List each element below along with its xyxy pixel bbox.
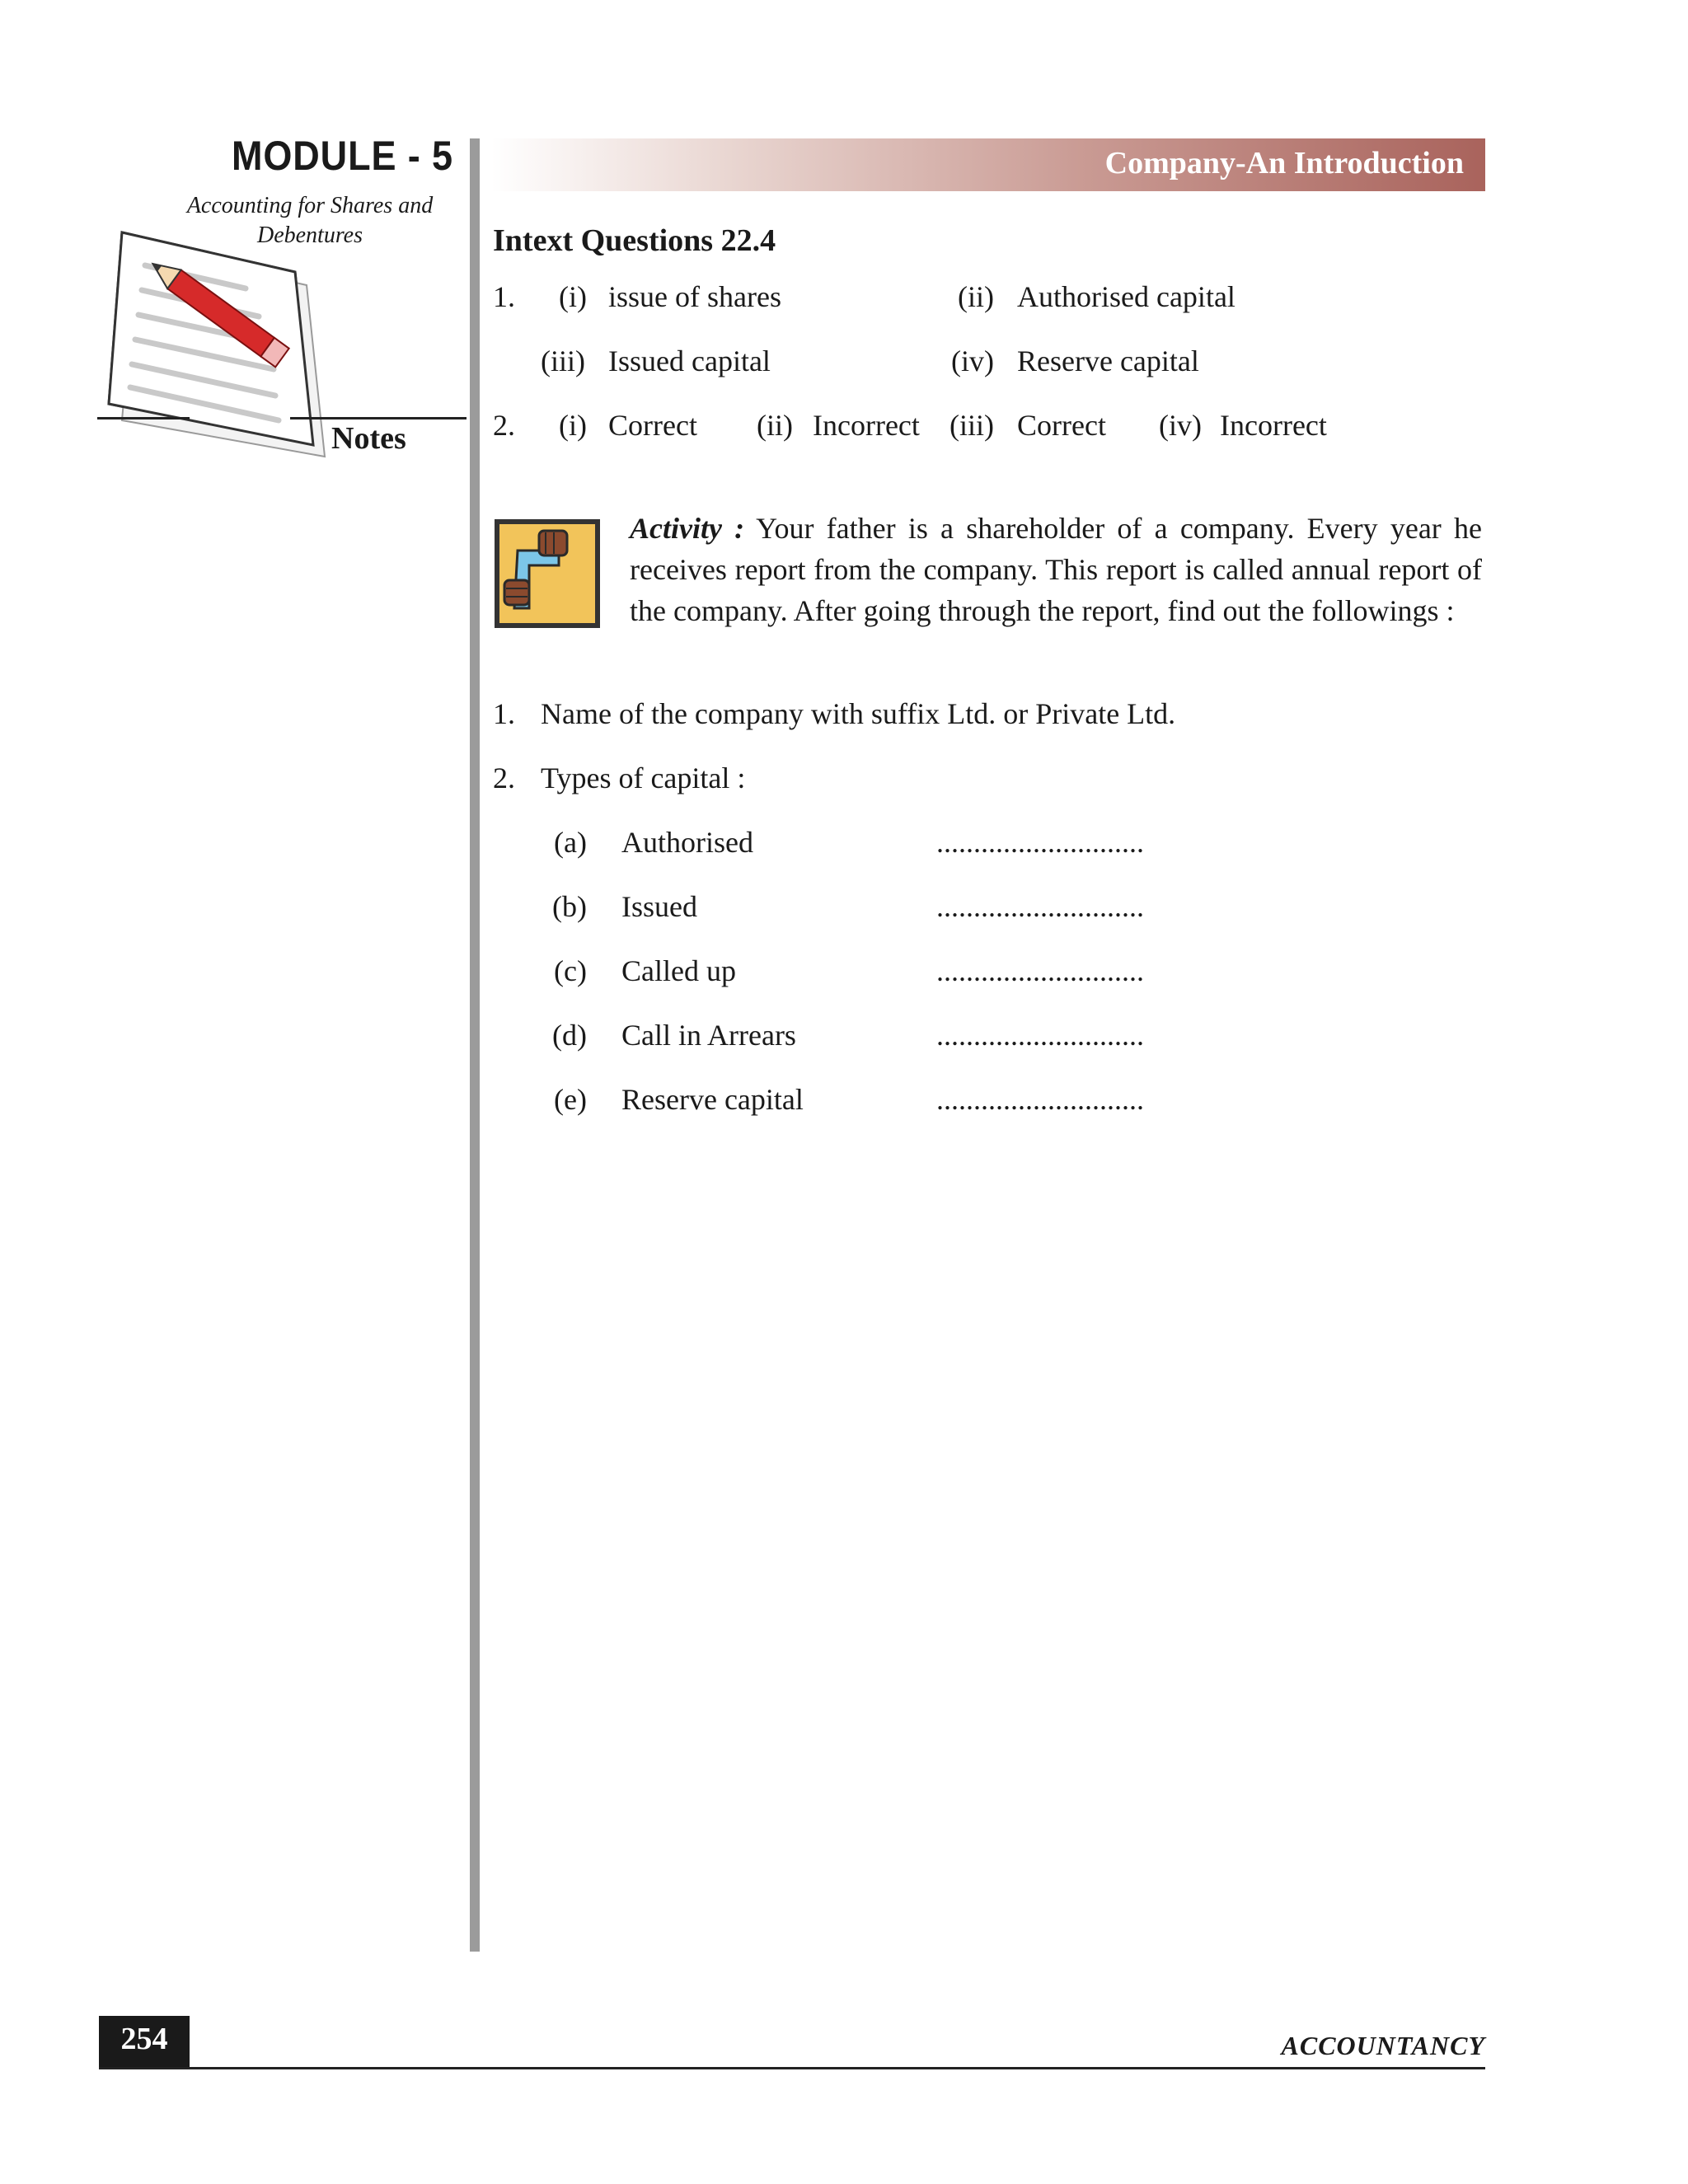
activity-hands-icon: [493, 518, 602, 630]
capital-type-text: Call in Arrears: [621, 1019, 796, 1052]
activity-label: Activity :: [630, 512, 745, 545]
capital-type-text: Reserve capital: [621, 1083, 804, 1116]
capital-type-text: Authorised: [621, 826, 753, 859]
q2-item-label: (i): [559, 409, 587, 442]
capital-type-label: (d): [552, 1019, 587, 1052]
q1-item-text: Authorised capital: [1017, 280, 1236, 313]
q1-item-text: Issued capital: [608, 344, 771, 377]
activity-item-number: 1.: [493, 697, 515, 730]
intext-heading: Intext Questions 22.4: [493, 223, 776, 258]
activity-text: Your father is a shareholder of a company. Every year he receives report from the company. This report is called annual report of the company. After going through the report, find out the followings :: [630, 512, 1482, 627]
notes-rule-right: [290, 417, 467, 419]
notes-notepad-icon: [97, 223, 345, 462]
q1-item-text: issue of shares: [608, 280, 781, 313]
chapter-header-band: [491, 138, 1485, 191]
q1-number: 1.: [493, 280, 515, 313]
capital-type-text: Called up: [621, 954, 736, 987]
module-title: MODULE - 5: [231, 133, 453, 179]
capital-type-blank: ............................: [936, 826, 1144, 859]
q1-item-label: (iii): [541, 344, 585, 377]
capital-type-label: (a): [554, 826, 587, 859]
page-number-box: [99, 2016, 190, 2067]
q2-item-text: Correct: [1017, 409, 1106, 442]
q1-item-label: (i): [559, 280, 587, 313]
q2-item-label: (iv): [1159, 409, 1202, 442]
capital-type-label: (e): [554, 1083, 587, 1116]
notes-rule-left: [97, 417, 190, 419]
capital-type-blank: ............................: [936, 954, 1144, 987]
activity-item-text: Name of the company with suffix Ltd. or Private Ltd.: [541, 697, 1176, 730]
q2-item-text: Correct: [608, 409, 697, 442]
q2-item-text: Incorrect: [1220, 409, 1327, 442]
activity-item-text: Types of capital :: [541, 762, 746, 794]
capital-type-text: Issued: [621, 890, 697, 923]
notes-label: Notes: [331, 421, 406, 456]
column-divider: [470, 138, 480, 1952]
chapter-title: Company-An Introduction: [1104, 146, 1464, 180]
q1-item-text: Reserve capital: [1017, 344, 1199, 377]
activity-item-number: 2.: [493, 762, 515, 794]
capital-type-blank: ............................: [936, 1019, 1144, 1052]
footer-book-title: ACCOUNTANCY: [1281, 2031, 1485, 2060]
q2-item-label: (iii): [950, 409, 994, 442]
q1-item-label: (ii): [958, 280, 994, 313]
capital-type-label: (c): [554, 954, 587, 987]
capital-type-blank: ............................: [936, 1083, 1144, 1116]
q2-number: 2.: [493, 409, 515, 442]
q2-item-label: (ii): [757, 409, 793, 442]
page-number: 254: [120, 2022, 168, 2056]
capital-type-label: (b): [552, 890, 587, 923]
activity-paragraph: [630, 508, 1482, 631]
footer-rule: [99, 2067, 1485, 2069]
module-subtitle: Accounting for Shares and Debentures: [186, 193, 434, 248]
q1-item-label: (iv): [951, 344, 994, 377]
capital-type-blank: ............................: [936, 890, 1144, 923]
q2-item-text: Incorrect: [813, 409, 920, 442]
